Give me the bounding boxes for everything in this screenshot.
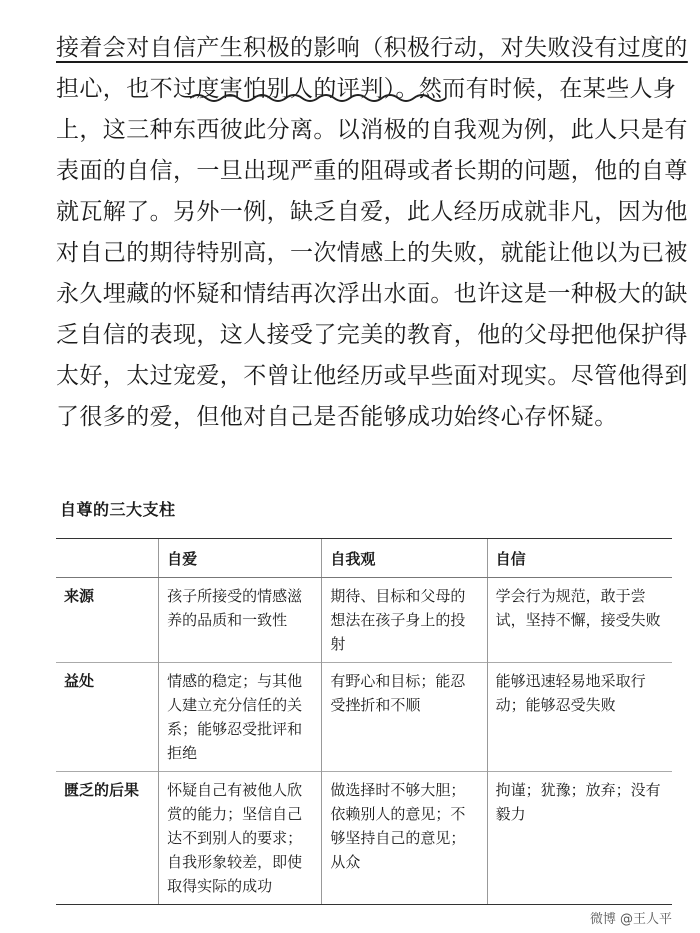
table-cell: 孩子所接受的情感滋养的品质和一致性 <box>159 578 322 663</box>
paragraph-line: 了很多的爱，但他对自己是否能够成功始终心存怀疑。 <box>56 404 618 430</box>
paragraph-line: 永久埋藏的怀疑和情结再次浮出水面。也许这是一种极大的缺 <box>56 281 688 307</box>
paragraph-line: 太好，太过宠爱，不曾让他经历或早些面对现实。尽管他得到 <box>56 363 688 389</box>
table-cell: 能够迅速轻易地采取行动；能够忍受失败 <box>487 663 672 772</box>
row-label: 匮乏的后果 <box>56 772 159 905</box>
table-row <box>56 772 672 905</box>
paragraph-line: 对自己的期待特别高，一次情感上的失败，就能让他以为已被 <box>56 240 688 266</box>
table-cell: 怀疑自己有被他人欣赏的能力；坚信自己达不到别人的要求；自我形象较差，即使取得实际的成功 <box>159 772 322 905</box>
table-cell: 情感的稳定；与其他人建立充分信任的关系；能够忍受批评和拒绝 <box>159 663 322 772</box>
paragraph-line: 担心，也不过度害怕别人的评判）。然而有时候，在某些人身 <box>56 76 677 102</box>
paragraph-line: 上，这三种东西彼此分离。以消极的自我观为例，此人只是有 <box>56 117 688 143</box>
body-paragraph <box>56 28 688 438</box>
pillars-table <box>56 538 672 905</box>
header-empty <box>56 539 159 578</box>
paragraph-line: 就瓦解了。另外一例，缺乏自爱，此人经历成就非凡，因为他 <box>56 199 688 225</box>
table-cell: 拘谨；犹豫；放弃；没有毅力 <box>487 772 672 905</box>
paragraph-line: 接着会对自信产生积极的影响（积极行动，对失败没有过度的 <box>56 35 688 61</box>
row-label: 来源 <box>64 587 95 605</box>
table-title: 自尊的三大支柱 <box>60 500 176 519</box>
handwritten-underline <box>190 92 450 104</box>
paragraph-line: 乏自信的表现，这人接受了完美的教育，他的父母把他保护得 <box>56 322 688 348</box>
header-self-love: 自爱 <box>159 539 322 578</box>
row-label: 益处 <box>56 663 159 772</box>
header-self-confidence: 自信 <box>487 539 672 578</box>
table-cell: 有野心和目标；能忍受挫折和不顺 <box>322 663 487 772</box>
table-cell: 期待、目标和父母的想法在孩子身上的投射 <box>322 578 487 663</box>
table-cell: 学会行为规范，敢于尝试，坚持不懈，接受失败 <box>487 578 672 663</box>
paragraph-line: 表面的自信，一旦出现严重的阻碍或者长期的问题，他的自尊 <box>56 158 688 184</box>
table-header-row <box>56 539 672 578</box>
watermark: 微博 @王人平 <box>589 912 672 927</box>
table-row <box>56 663 672 772</box>
table-cell: 做选择时不够大胆；依赖别人的意见；不够坚持自己的意见；从众 <box>322 772 487 905</box>
header-self-view: 自我观 <box>322 539 487 578</box>
table-row <box>56 578 672 663</box>
